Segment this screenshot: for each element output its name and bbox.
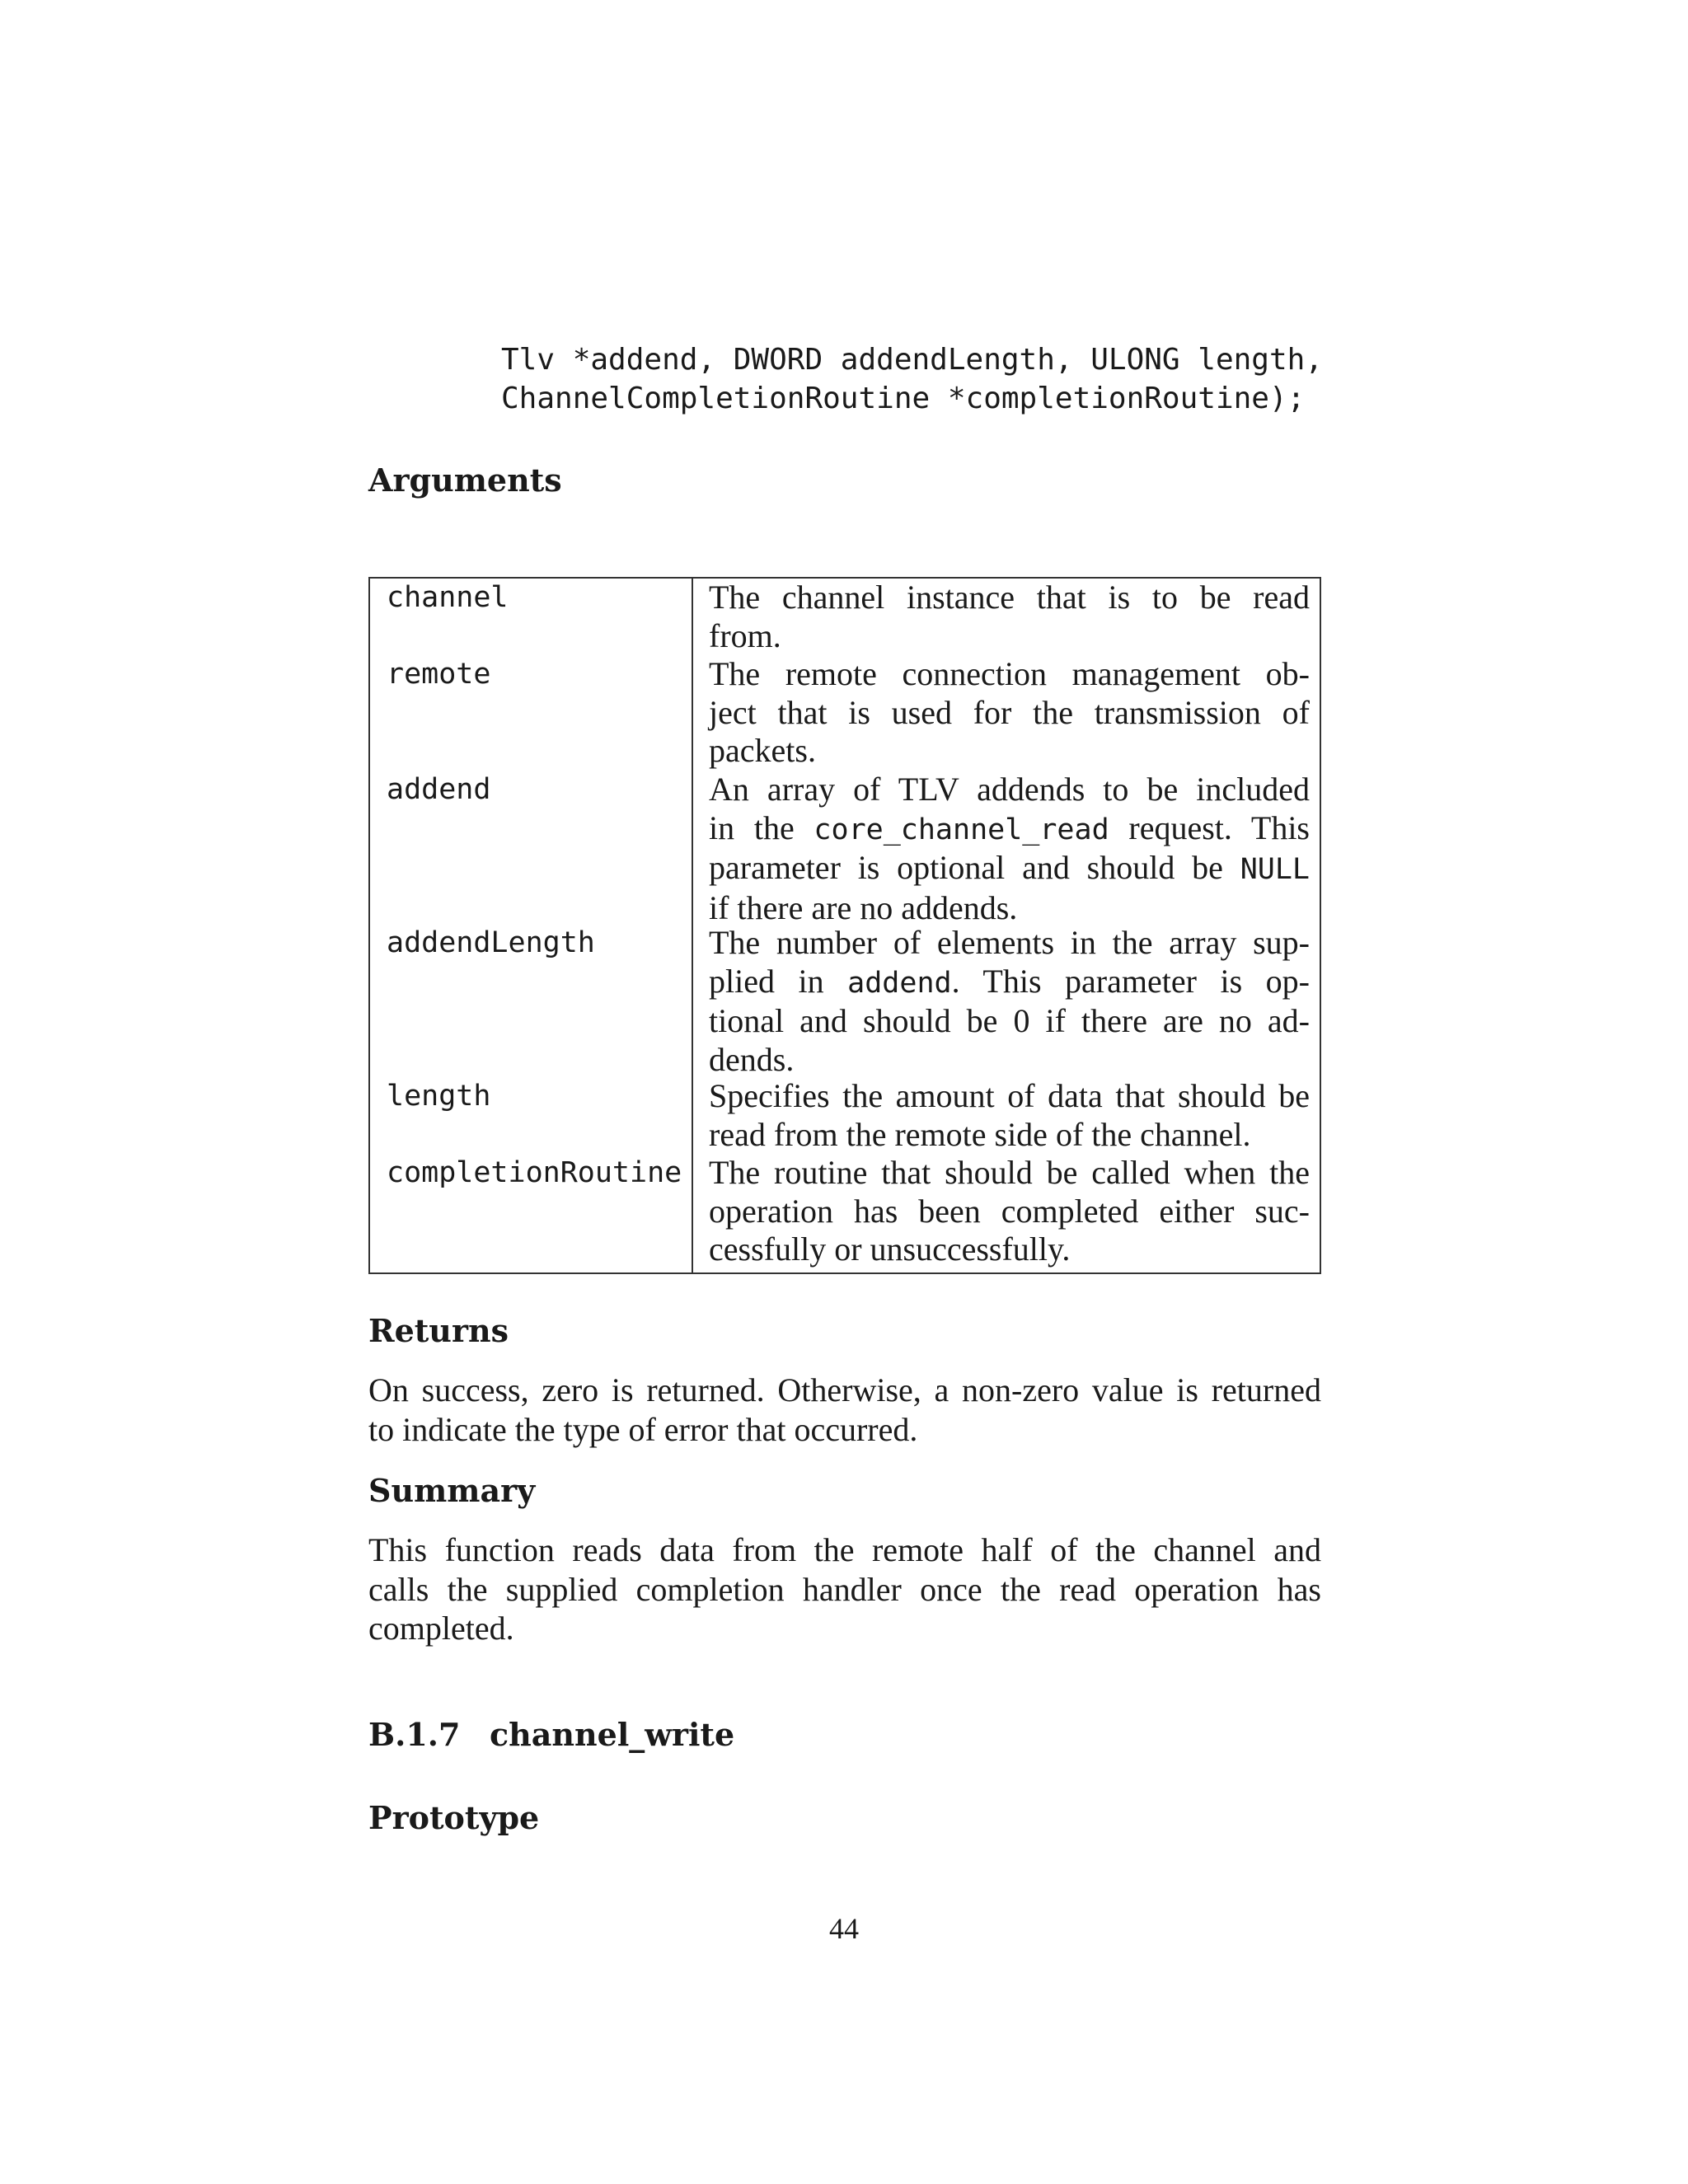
description-line: plied in addend. This parameter is op- [709, 962, 1310, 1000]
description-line: ject that is used for the transmission of [709, 693, 1310, 731]
section-number: B.1.7 [368, 1716, 461, 1753]
prototype-heading: Prototype [368, 1799, 540, 1836]
paragraph-line: This function reads data from the remote half of the channel and [368, 1531, 1321, 1568]
returns-paragraph [368, 1371, 1321, 1449]
argument-name: addend [387, 773, 491, 806]
argument-name: completionRoutine [387, 1156, 682, 1189]
argument-name: addendLength [387, 926, 595, 959]
description-line: tional and should be 0 if there are no ad- [709, 1002, 1310, 1040]
inline-code: addend [847, 966, 952, 1000]
description-line: operation has been completed either suc- [709, 1192, 1310, 1230]
section-title: channel_write [490, 1716, 735, 1753]
argument-description [709, 655, 1310, 771]
argument-name: length [387, 1080, 491, 1113]
summary-heading: Summary [368, 1472, 536, 1509]
description-line: parameter is optional and should be NULL [709, 849, 1310, 887]
arguments-table [368, 577, 1321, 1274]
returns-heading: Returns [368, 1312, 509, 1349]
description-line: read from the remote side of the channel. [709, 1115, 1251, 1153]
description-line: The number of elements in the array sup- [709, 924, 1310, 961]
argument-description [709, 924, 1310, 1080]
inline-code: NULL [1240, 853, 1310, 887]
description-line: The remote connection management ob- [709, 655, 1310, 692]
description-line: Specifies the amount of data that should be [709, 1077, 1310, 1114]
table-column-divider [692, 579, 693, 1272]
argument-description [709, 579, 1310, 655]
description-line: from. [709, 616, 781, 654]
argument-name: channel [387, 581, 509, 614]
summary-paragraph [368, 1530, 1321, 1648]
paragraph-line: calls the supplied completion handler once the read operation has [368, 1570, 1321, 1608]
argument-description [709, 771, 1310, 928]
arguments-heading: Arguments [368, 462, 562, 499]
paragraph-line: completed. [368, 1610, 514, 1647]
description-line: packets. [709, 732, 816, 770]
argument-description [709, 1077, 1310, 1154]
prototype-code-line-2: ChannelCompletionRoutine *completionRoutine); [501, 382, 1306, 415]
prototype-code-line-1: Tlv *addend, DWORD addendLength, ULONG length, [501, 343, 1323, 377]
argument-description [709, 1154, 1310, 1269]
paragraph-line: On success, zero is returned. Otherwise, a non-zero value is returned [368, 1371, 1321, 1408]
description-line: cessfully or unsuccessfully. [709, 1230, 1071, 1268]
description-line: in the core_channel_read request. This [709, 808, 1310, 846]
description-line: The routine that should be called when the [709, 1154, 1310, 1191]
description-line: dends. [709, 1041, 795, 1079]
argument-name: remote [387, 658, 491, 691]
description-line: The channel instance that is to be read [709, 579, 1310, 616]
paragraph-line: to indicate the type of error that occurred. [368, 1410, 918, 1448]
page-number: 44 [829, 1912, 859, 1945]
description-line: An array of TLV addends to be included [709, 771, 1310, 808]
description-line: if there are no addends. [709, 889, 1018, 927]
inline-code: core_channel_read [814, 813, 1109, 846]
